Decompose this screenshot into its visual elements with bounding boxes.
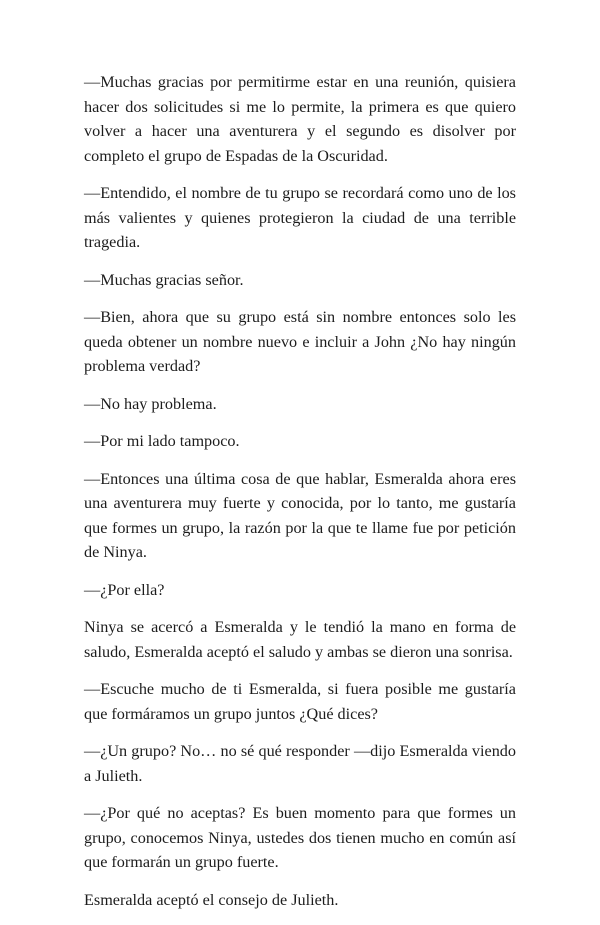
paragraph: —Por mi lado tampoco. <box>84 432 240 450</box>
paragraph: —¿Por qué no aceptas? Es buen momento para que formes un grupo, conocemos Ninya, ustedes dos tienen mucho en común así que formarán un grupo fuerte. <box>84 804 516 871</box>
paragraph: Esmeralda aceptó el consejo de Julieth. <box>84 890 339 909</box>
paragraph: —Muchas gracias señor. <box>84 270 244 289</box>
book-page <box>84 70 516 925</box>
paragraph: —Escuche mucho de ti Esmeralda, si fuera posible me gustaría que formáramos un grupo juntos ¿Qué dices? <box>84 680 516 723</box>
paragraph: —No hay problema. <box>84 394 217 413</box>
paragraph: —Muchas gracias por permitirme estar en una reunión, quisiera hacer dos solicitudes si me lo permite, la primera es que quiero volver a hacer una aventurera y el segundo es disolver por completo el grupo de Espadas de la Oscuridad. <box>84 73 516 165</box>
paragraph: —¿Por ella? <box>84 580 165 599</box>
paragraph: Ninya se acercó a Esmeralda y le tendió la mano en forma de saludo, Esmeralda aceptó el saludo y ambas se dieron una sonrisa. <box>84 618 516 661</box>
paragraph: —Entonces una última cosa de que hablar, Esmeralda ahora eres una aventurera muy fuerte y conocida, por lo tanto, me gustaría que formes un grupo, la razón por la que te llame fue por petición de Ninya. <box>84 469 516 561</box>
paragraph: —Entendido, el nombre de tu grupo se recordará como uno de los más valientes y quienes protegieron la ciudad de una terrible tragedia. <box>84 184 516 251</box>
paragraph: —¿Un grupo? No… no sé qué responder —dijo Esmeralda viendo a Julieth. <box>84 742 516 785</box>
paragraph: —Bien, ahora que su grupo está sin nombre entonces solo les queda obtener un nombre nuevo e incluir a John ¿No hay ningún problema verdad? <box>84 308 516 375</box>
